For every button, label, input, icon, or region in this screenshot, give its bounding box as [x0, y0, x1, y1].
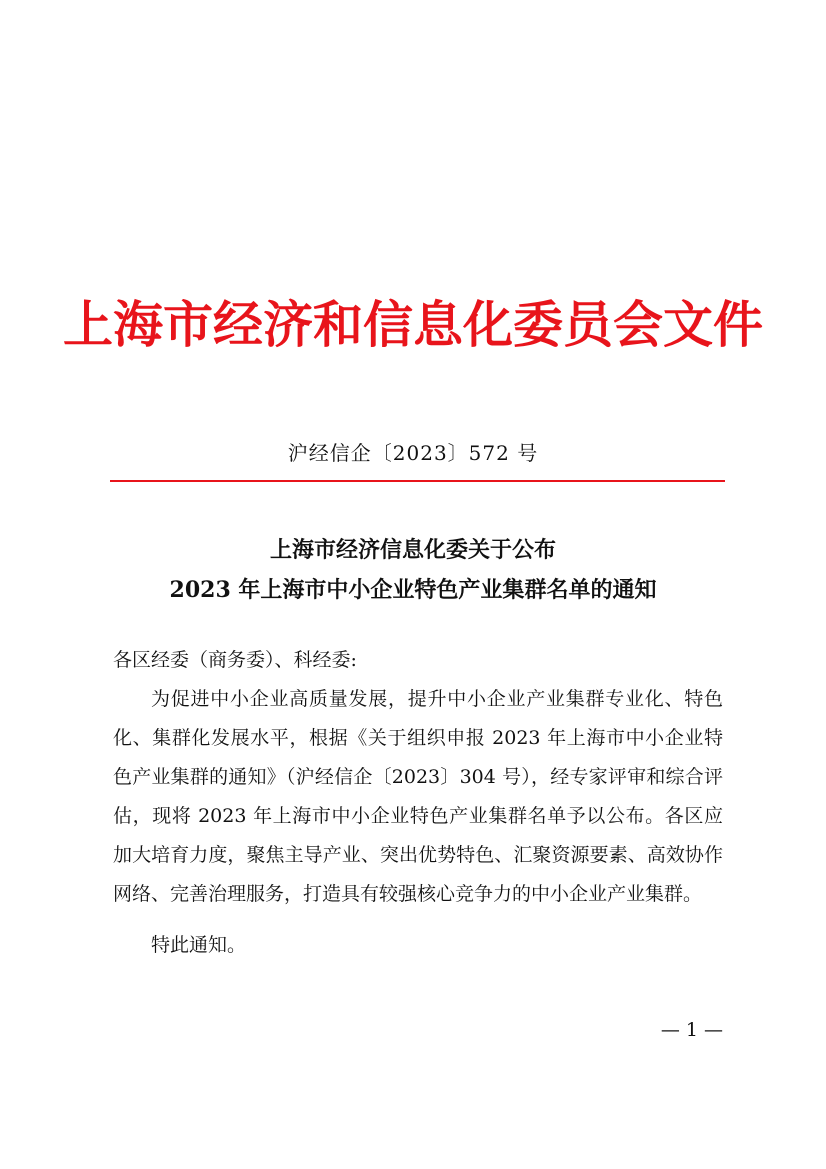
document-number: 沪经信企〔2023〕572 号 — [287, 441, 539, 465]
subject-line-1: 上海市经济信息化委关于公布 — [269, 537, 556, 563]
closing-line: 特此通知。 — [151, 934, 247, 956]
issuer-header-title: 上海市经济和信息化委员会文件 — [63, 295, 763, 354]
page-number: — 1 — — [660, 1019, 723, 1041]
subject-line-2: 2023 年上海市中小企业特色产业集群名单的通知 — [169, 577, 657, 603]
salutation: 各区经委（商务委）、科经委: — [113, 649, 357, 671]
header-divider — [110, 480, 725, 482]
body-paragraph: 为促进中小企业高质量发展，提升中小企业产业集群专业化、特色化、集群化发展水平，根据《关于组织申报 2023 年上海市中小企业特色产业集群的通知》（沪经信企〔2023〕304 号），经专家评审和综合评估，现将 2023 年上海市中小企业特色产业集群名单予以公布。各区应加大培育力度，聚焦主导产业、突出优势特色、汇聚资源要素、高效协作网络、完善治理服务，打造具有较强核心竞争力的中小企业产业集群。 — [113, 688, 723, 905]
document-subject — [0, 530, 826, 610]
document-body — [113, 641, 723, 965]
